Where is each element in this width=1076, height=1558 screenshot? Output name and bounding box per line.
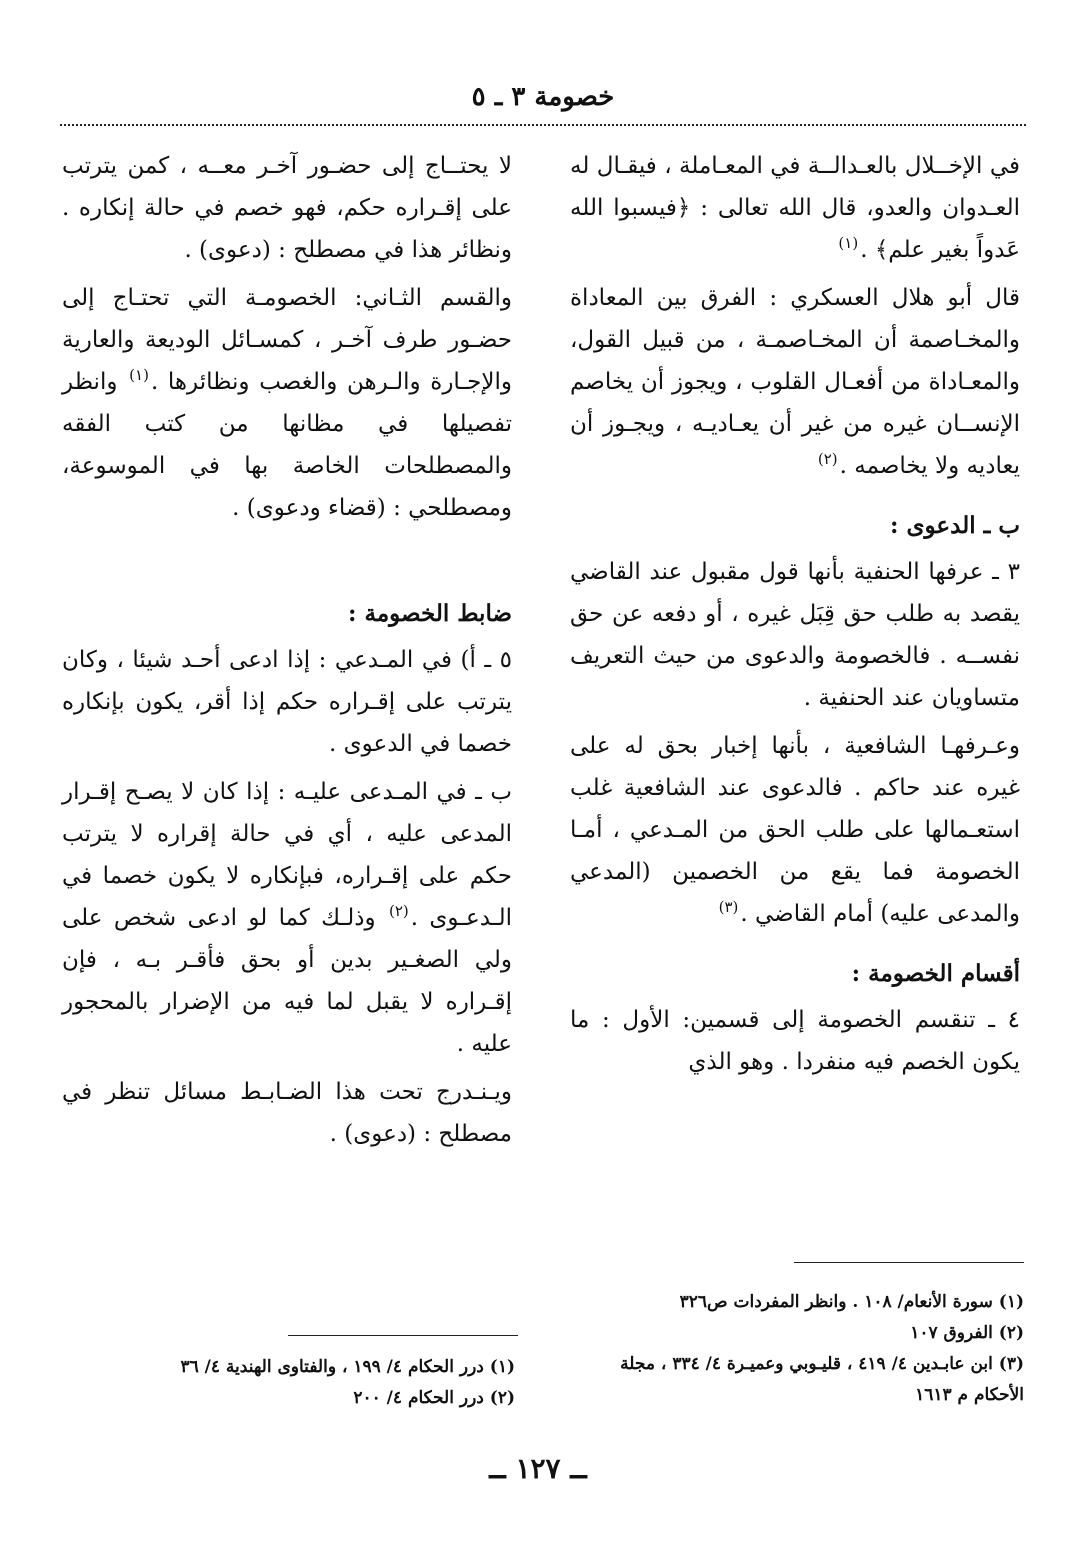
footnote-separator bbox=[794, 1262, 1024, 1263]
paragraph-text: لا يحتــاج إلى حضـور آخـر معــه ، كمن يترتب على إقـراره حكم، فهو خصم في حالة إنكاره . ونظائر هذا في مصطلح : (دعوى) . bbox=[62, 153, 512, 263]
paragraph bbox=[62, 771, 512, 1065]
paragraph-text: وذلـك كما لو ادعى شخص على ولي الصغـير بدين أو بحق فأقـر بـه ، فإن إقـراره لا يقبل لما فيه من الإضرار بالمحجور عليه . bbox=[62, 905, 512, 1057]
paragraph bbox=[570, 999, 1020, 1083]
right-column bbox=[570, 145, 1020, 1089]
paragraph-text: ٥ ـ أ) في المـدعي : إذا ادعى أحـد شيئا ، وكان يترتب على إقـراره حكم إذا أقر، يكون بإنكاره خصما في الدعوى . bbox=[62, 647, 512, 757]
footnote-ref[interactable]: (٢) bbox=[389, 902, 409, 921]
footnote: (٣) ابن عابـدين ٤/ ٤١٩ ، قليـوبي وعميـرة ٤/ ٣٣٤ ، مجلة الأحكام م ١٦١٣ bbox=[620, 1354, 1024, 1405]
footnote: (٢) درر الحكام ٤/ ٢٠٠ bbox=[353, 1388, 515, 1408]
running-header: خصومة ٣ ـ ٥ bbox=[471, 82, 615, 112]
footnote: (٢) الفروق ١٠٧ bbox=[910, 1323, 1024, 1343]
paragraph bbox=[570, 551, 1020, 719]
footnote-ref[interactable]: (١) bbox=[129, 366, 149, 385]
paragraph-text: قال أبو هلال العسكري : الفرق بين المعاداة والمخـاصمة أن المخـاصمـة ، من قبيل القول، والمعـاداة من أفعـال القلوب ، ويجوز أن يخاصم الإنســان غيره من غير أن يعـاديـه ، ويجـوز أن يعاديه ولا يخاصمه . bbox=[570, 285, 1020, 479]
footnote: (١) سورة الأنعام/ ١٠٨ . وانظر المفردات ص٣٢٦ bbox=[679, 1292, 1024, 1312]
footnote-ref[interactable]: (٢) bbox=[817, 450, 838, 469]
footnote-ref[interactable]: (٣) bbox=[718, 898, 739, 917]
page-number: ــ ١٢٧ ــ bbox=[489, 1452, 587, 1485]
paragraph-text: وعـرفهـا الشافعية ، بأنها إخبار بحق له على غيره عند حاكم . فالدعوى عند الشافعية غلب استعـمالها على طلب الحق من المـدعي ، أمـا الخصومة فما يقع من الخصمين (المدعي والمدعى عليه) أمام القاضي . bbox=[570, 733, 1020, 927]
left-column bbox=[62, 145, 512, 1161]
paragraph-text: ويـنـدرج تحت هذا الضـابـط مسائل تنظر في مصطلح : (دعوى) . bbox=[62, 1079, 512, 1147]
section-heading: أقسام الخصومة : bbox=[851, 960, 1020, 987]
paragraph-text: ب ـ في المـدعى عليـه : إذا كان لا يصـح إقـرار المدعى عليه ، أي في حالة إقراره لا يترتب حكم على إقـراره، فبإنكاره لا يكون خصما في الـدعـوى . bbox=[62, 779, 512, 931]
section-heading: ضابط الخصومة : bbox=[348, 600, 512, 627]
section-heading: ب ـ الدعوى : bbox=[890, 512, 1020, 539]
footnote-ref[interactable]: (١) bbox=[838, 234, 859, 253]
paragraph bbox=[62, 277, 512, 529]
header-dotted-rule bbox=[60, 124, 1026, 126]
paragraph-text: وانظر تفصيلها في مظانها من كتب الفقه والمصطلحات الخاصة بها في الموسوعة، ومصطلحي : (قضاء ودعوى) . bbox=[62, 369, 512, 521]
footnote-separator bbox=[288, 1335, 518, 1336]
footnote: (١) درر الحكام ٤/ ١٩٩ ، والفتاوى الهندية ٤/ ٣٦ bbox=[180, 1357, 515, 1377]
paragraph bbox=[570, 145, 1020, 271]
paragraph bbox=[570, 725, 1020, 935]
paragraph-text: ٤ ـ تنقسم الخصومة إلى قسمين: الأول : ما يكون الخصم فيه منفردا . وهو الذي bbox=[570, 1007, 1020, 1075]
paragraph-text: في الإخــلال بالعـدالــة في المعـاملة ، فيقـال له العـدوان والعدو، قال الله تعالى : ﴿فيسبوا الله عَدواً بغير علم﴾ . bbox=[570, 153, 1020, 263]
paragraph bbox=[570, 277, 1020, 487]
paragraph bbox=[62, 639, 512, 765]
footnotes-left bbox=[60, 1352, 515, 1414]
paragraph-text: والقسم الثـاني: الخصومـة التي تحتـاج إلى حضـور طرف آخـر ، كمسـائل الوديعة والعارية والإجـارة والـرهن والغصب ونظائرها . bbox=[62, 285, 513, 395]
spacer bbox=[62, 535, 512, 575]
footnotes-right bbox=[569, 1287, 1024, 1411]
paragraph-text: ٣ ـ عرفها الحنفية بأنها قول مقبول عند القاضي يقصد به طلب حق قِبَل غيره ، أو دفعه عن حق نفســه . فالخصومة والدعوى من حيث التعريف متساويان عند الحنفية . bbox=[570, 559, 1020, 711]
paragraph bbox=[62, 1071, 512, 1155]
paragraph bbox=[62, 145, 512, 271]
